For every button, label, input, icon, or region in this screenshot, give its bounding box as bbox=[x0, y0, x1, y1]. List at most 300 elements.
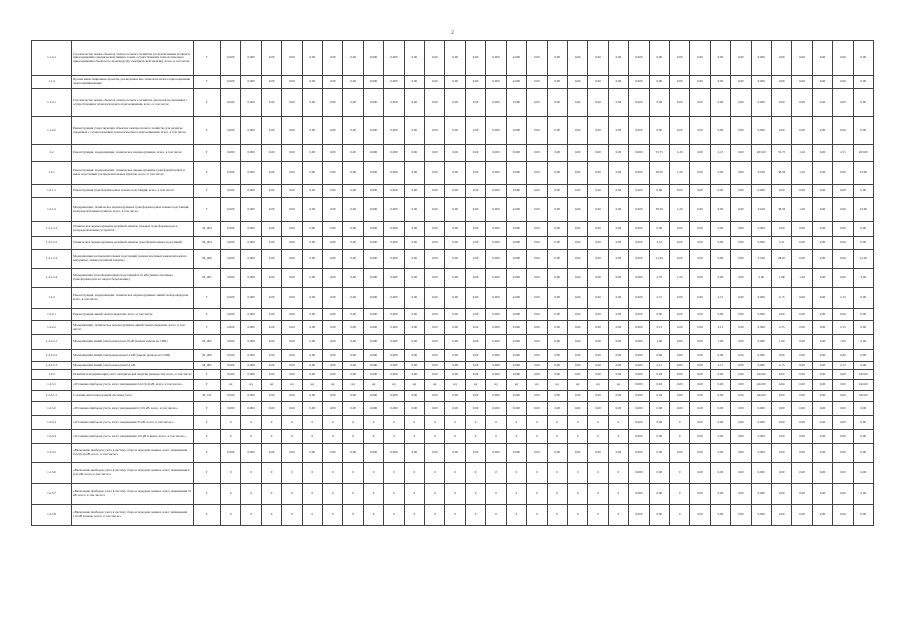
value-cell: 0,00 bbox=[567, 370, 587, 380]
value-cell: 0,000 bbox=[384, 76, 404, 89]
value-cell: 0 bbox=[282, 430, 302, 444]
value-cell: 0,00 bbox=[302, 335, 322, 350]
value-cell: 0,000 bbox=[629, 288, 649, 309]
value-cell: 55,75 bbox=[649, 145, 669, 162]
value-cell: 0,00 bbox=[771, 309, 791, 321]
value-cell: 0,00 bbox=[588, 89, 608, 117]
value-cell: 0,00 bbox=[527, 89, 547, 117]
value-cell: 1,00 bbox=[771, 335, 791, 350]
value-cell: 0,00 bbox=[343, 321, 363, 335]
value-cell: 0,00 bbox=[588, 362, 608, 370]
value-cell: 0 bbox=[445, 505, 465, 526]
value-cell: 0,00 bbox=[343, 269, 363, 288]
row-code: 1.2.1.2.2 bbox=[32, 237, 72, 250]
value-cell: 0 bbox=[506, 484, 526, 505]
value-cell: 0,00 bbox=[649, 505, 669, 526]
value-cell: 0,00 bbox=[465, 350, 485, 362]
value-cell: 0,00 bbox=[853, 350, 873, 362]
value-cell: 0,000 bbox=[221, 237, 241, 250]
value-cell: 0 bbox=[261, 463, 281, 484]
value-cell: 0,000 bbox=[506, 145, 526, 162]
value-cell: 0,000 bbox=[363, 335, 383, 350]
row-code: 1.2.3.1 bbox=[32, 380, 72, 391]
value-cell: нд bbox=[506, 380, 526, 391]
value-cell: 0,000 bbox=[241, 350, 261, 362]
value-cell: 0 bbox=[547, 416, 567, 430]
value-cell: 38,56 bbox=[649, 198, 669, 222]
value-cell: 0,00 bbox=[669, 185, 689, 198]
value-cell: 1,26 bbox=[792, 145, 812, 162]
value-cell: 0,00 bbox=[669, 250, 689, 269]
table-row bbox=[32, 335, 874, 350]
value-cell: 0 bbox=[221, 484, 241, 505]
value-cell: 0,00 bbox=[323, 76, 343, 89]
value-cell: 0,00 bbox=[710, 505, 730, 526]
value-cell: 0,00 bbox=[833, 162, 853, 185]
value-cell: 0,00 bbox=[282, 198, 302, 222]
value-cell: 0 bbox=[343, 430, 363, 444]
value-cell: 6,04 bbox=[649, 391, 669, 402]
value-cell: 0,00 bbox=[465, 145, 485, 162]
value-cell: 0,00 bbox=[853, 463, 873, 484]
value-cell: 0,000 bbox=[363, 288, 383, 309]
value-cell: 0,00 bbox=[547, 350, 567, 362]
value-cell: 0,000 bbox=[384, 321, 404, 335]
table-row bbox=[32, 430, 874, 444]
value-cell: 0,000 bbox=[506, 370, 526, 380]
value-cell: 0,00 bbox=[302, 444, 322, 463]
value-cell: 0,00 bbox=[527, 185, 547, 198]
value-cell: 0 bbox=[241, 463, 261, 484]
value-cell: 0,00 bbox=[343, 250, 363, 269]
value-cell: 0,000 bbox=[221, 309, 241, 321]
value-cell: 0,000 bbox=[384, 198, 404, 222]
value-cell: 0,00 bbox=[690, 430, 710, 444]
value-cell: 0,00 bbox=[282, 370, 302, 380]
value-cell: 0,00 bbox=[690, 402, 710, 416]
value-cell: 0,00 bbox=[343, 402, 363, 416]
value-cell: нд bbox=[404, 380, 424, 391]
value-cell: 0,00 bbox=[302, 222, 322, 237]
value-cell: 0 bbox=[425, 416, 445, 430]
value-cell: 0,000 bbox=[363, 370, 383, 380]
value-cell: 0,000 bbox=[221, 145, 241, 162]
value-cell: 0,00 bbox=[690, 309, 710, 321]
value-cell: 0 bbox=[282, 416, 302, 430]
row-name: «Включение приборов учета в систему сбора и передачи данных, класс напряжения 110 кВ и выше, всего, в том числе:» bbox=[72, 505, 194, 526]
value-cell: 0,000 bbox=[241, 222, 261, 237]
table-row bbox=[32, 198, 874, 222]
value-cell: 0 bbox=[404, 484, 424, 505]
row-identifier: M_009 bbox=[194, 350, 221, 362]
value-cell: 0 bbox=[588, 463, 608, 484]
table-row bbox=[32, 321, 874, 335]
value-cell: 0,000 bbox=[751, 402, 771, 416]
value-cell: 0,00 bbox=[404, 198, 424, 222]
value-cell: 0,00 bbox=[731, 145, 751, 162]
row-name: «Включение приборов учета в систему сбора и передачи данных, класс напряжения 35 кВ, всего, в том числе:» bbox=[72, 484, 194, 505]
value-cell: 0,00 bbox=[588, 198, 608, 222]
value-cell: 0,00 bbox=[588, 444, 608, 463]
value-cell: 0,00 bbox=[302, 162, 322, 185]
value-cell: 6,04 bbox=[771, 370, 791, 380]
value-cell: 0,00 bbox=[404, 370, 424, 380]
value-cell: 0,00 bbox=[445, 250, 465, 269]
value-cell: 0,000 bbox=[629, 269, 649, 288]
table-row bbox=[32, 391, 874, 402]
value-cell: 0,00 bbox=[792, 402, 812, 416]
value-cell: 0,000 bbox=[486, 350, 506, 362]
value-cell: 0,00 bbox=[792, 362, 812, 370]
value-cell: 0,00 bbox=[608, 370, 628, 380]
value-cell: 0,00 bbox=[261, 117, 281, 145]
value-cell: 0,00 bbox=[527, 222, 547, 237]
value-cell: 0,000 bbox=[486, 362, 506, 370]
row-identifier: M_005 bbox=[194, 335, 221, 350]
row-identifier: M_011 bbox=[194, 391, 221, 402]
value-cell: 0,000 bbox=[221, 185, 241, 198]
value-cell: 0,00 bbox=[833, 370, 853, 380]
value-cell: 2,00 bbox=[853, 269, 873, 288]
value-cell: 0,00 bbox=[465, 321, 485, 335]
value-cell: 0,000 bbox=[241, 402, 261, 416]
value-cell: 0,000 bbox=[486, 402, 506, 416]
value-cell: 0,00 bbox=[567, 402, 587, 416]
row-code: 1.1.4.2 bbox=[32, 117, 72, 145]
value-cell: 0,000 bbox=[363, 41, 383, 76]
row-name: Модернизация, техническое перевооружение линий электропередачи, всего, в том числе: bbox=[72, 321, 194, 335]
value-cell: 0,00 bbox=[425, 222, 445, 237]
value-cell: 0,000 bbox=[221, 350, 241, 362]
row-name: «Установка приборов учета, класс напряжения 35 кВ, всего, в том числе:» bbox=[72, 416, 194, 430]
value-cell: 0 bbox=[486, 505, 506, 526]
value-cell: 0 bbox=[669, 505, 689, 526]
value-cell: 0,00 bbox=[710, 370, 730, 380]
value-cell: 0,00 bbox=[445, 321, 465, 335]
value-cell: 0 bbox=[547, 430, 567, 444]
row-name: Строительство новых объектов электросетевого хозяйства (за исключением вставок и присоединений электрической линии к зонам, осуществлением технологического присоединения объектов по производству электрической энергии), всего, в том числе: bbox=[72, 41, 194, 76]
value-cell: 0,00 bbox=[833, 402, 853, 416]
value-cell: 0,00 bbox=[567, 162, 587, 185]
value-cell: 23,00 bbox=[853, 162, 873, 185]
row-identifier: Г bbox=[194, 444, 221, 463]
value-cell: нд bbox=[486, 380, 506, 391]
value-cell: 0,000 bbox=[751, 237, 771, 250]
value-cell: 0,00 bbox=[833, 484, 853, 505]
value-cell: 0,000 bbox=[629, 416, 649, 430]
value-cell: 0,000 bbox=[363, 391, 383, 402]
value-cell: 0,00 bbox=[833, 185, 853, 198]
value-cell: 0,00 bbox=[445, 185, 465, 198]
value-cell: 0,00 bbox=[527, 444, 547, 463]
value-cell: 0,00 bbox=[812, 89, 832, 117]
value-cell: 0,000 bbox=[506, 269, 526, 288]
value-cell: 0,00 bbox=[343, 198, 363, 222]
value-cell: 0,00 bbox=[690, 444, 710, 463]
value-cell: 242,00 bbox=[853, 370, 873, 380]
value-cell: 0,00 bbox=[853, 309, 873, 321]
value-cell: 0,00 bbox=[302, 41, 322, 76]
value-cell: 6,04 bbox=[649, 380, 669, 391]
value-cell: 0,00 bbox=[608, 350, 628, 362]
value-cell: 0 bbox=[261, 505, 281, 526]
row-name: Реконструкция, модернизация, техническое перевооружение трансформаторных и иных подстанций, распределительных пунктов, всего, в том числе: bbox=[72, 162, 194, 185]
value-cell: 0,00 bbox=[833, 416, 853, 430]
value-cell: 0 bbox=[588, 416, 608, 430]
value-cell: 0,000 bbox=[221, 250, 241, 269]
value-cell: 0 bbox=[527, 416, 547, 430]
value-cell: 0,00 bbox=[710, 416, 730, 430]
value-cell: 0,00 bbox=[404, 350, 424, 362]
value-cell: 0,000 bbox=[629, 250, 649, 269]
value-cell: 0,00 bbox=[812, 185, 832, 198]
value-cell: 0,00 bbox=[792, 309, 812, 321]
value-cell: 0 bbox=[363, 463, 383, 484]
value-cell: 0 bbox=[669, 484, 689, 505]
row-code: 1.2.3.8 bbox=[32, 505, 72, 526]
value-cell: 0,00 bbox=[731, 222, 751, 237]
value-cell: 0,00 bbox=[567, 117, 587, 145]
row-name: Модернизация распределительных подстанций (замена масляных выключателей на вакуумные, замена релейной защиты) bbox=[72, 250, 194, 269]
value-cell: 0,000 bbox=[363, 402, 383, 416]
value-cell: 0,00 bbox=[608, 198, 628, 222]
value-cell: 0,00 bbox=[282, 237, 302, 250]
value-cell: 0,00 bbox=[445, 362, 465, 370]
value-cell: 0,00 bbox=[792, 321, 812, 335]
row-identifier: Г bbox=[194, 185, 221, 198]
value-cell: 0,00 bbox=[445, 145, 465, 162]
table-row bbox=[32, 162, 874, 185]
value-cell: 0,00 bbox=[669, 237, 689, 250]
investment-program-table bbox=[31, 40, 874, 526]
value-cell: 0,00 bbox=[567, 288, 587, 309]
value-cell: 0,00 bbox=[465, 309, 485, 321]
value-cell: 0 bbox=[384, 484, 404, 505]
value-cell: 0,00 bbox=[404, 185, 424, 198]
value-cell: 0,00 bbox=[812, 41, 832, 76]
value-cell: 0,00 bbox=[445, 198, 465, 222]
value-cell: 0,000 bbox=[629, 370, 649, 380]
value-cell: 0,000 bbox=[241, 41, 261, 76]
row-identifier: Г bbox=[194, 484, 221, 505]
value-cell: 0,00 bbox=[343, 288, 363, 309]
value-cell: 0,00 bbox=[404, 76, 424, 89]
value-cell: 0,00 bbox=[792, 370, 812, 380]
value-cell: 0,00 bbox=[669, 335, 689, 350]
value-cell: 0,000 bbox=[629, 76, 649, 89]
value-cell: 0,00 bbox=[547, 321, 567, 335]
table-row bbox=[32, 269, 874, 288]
value-cell: 2,15 bbox=[833, 145, 853, 162]
value-cell: 0,00 bbox=[527, 350, 547, 362]
value-cell: 0,00 bbox=[833, 391, 853, 402]
value-cell: 0,00 bbox=[425, 402, 445, 416]
value-cell: 0,000 bbox=[751, 463, 771, 484]
value-cell: 0,00 bbox=[731, 416, 751, 430]
value-cell: 0,00 bbox=[710, 41, 730, 76]
value-cell: 0,000 bbox=[384, 89, 404, 117]
value-cell: нд bbox=[302, 380, 322, 391]
value-cell: 0,000 bbox=[506, 222, 526, 237]
value-cell: 0,00 bbox=[731, 505, 751, 526]
value-cell: 0,000 bbox=[629, 41, 649, 76]
value-cell: 0,00 bbox=[547, 391, 567, 402]
value-cell: 0 bbox=[527, 463, 547, 484]
value-cell: 0,000 bbox=[221, 288, 241, 309]
value-cell: 0,00 bbox=[771, 117, 791, 145]
row-identifier: Г bbox=[194, 41, 221, 76]
value-cell: 2,15 bbox=[710, 362, 730, 370]
value-cell: 0,00 bbox=[261, 145, 281, 162]
value-cell: 0,00 bbox=[792, 288, 812, 309]
value-cell: 0,000 bbox=[506, 362, 526, 370]
table-row bbox=[32, 444, 874, 463]
value-cell: 0,00 bbox=[302, 309, 322, 321]
value-cell: 0,00 bbox=[690, 335, 710, 350]
value-cell: 0,00 bbox=[465, 117, 485, 145]
value-cell: 0,00 bbox=[649, 41, 669, 76]
value-cell: 0 bbox=[425, 505, 445, 526]
value-cell: 0,00 bbox=[404, 145, 424, 162]
value-cell: 0,000 bbox=[384, 222, 404, 237]
value-cell: 0,000 bbox=[629, 484, 649, 505]
value-cell: 0,00 bbox=[527, 370, 547, 380]
value-cell: 2,15 bbox=[771, 321, 791, 335]
value-cell: 0,000 bbox=[751, 430, 771, 444]
value-cell: 0,00 bbox=[792, 391, 812, 402]
value-cell: 0,00 bbox=[343, 162, 363, 185]
value-cell: нд bbox=[323, 380, 343, 391]
value-cell: 0,00 bbox=[547, 362, 567, 370]
value-cell: 0,000 bbox=[486, 41, 506, 76]
value-cell: 0,00 bbox=[792, 222, 812, 237]
value-cell: 0,00 bbox=[547, 370, 567, 380]
value-cell: 0,000 bbox=[751, 185, 771, 198]
value-cell: 0 bbox=[323, 505, 343, 526]
value-cell: 0,000 bbox=[486, 250, 506, 269]
value-cell: 0,000 bbox=[751, 416, 771, 430]
value-cell: 0,00 bbox=[445, 162, 465, 185]
table-row bbox=[32, 222, 874, 237]
table-row bbox=[32, 309, 874, 321]
value-cell: 0,000 bbox=[363, 250, 383, 269]
value-cell: 0,00 bbox=[588, 321, 608, 335]
value-cell: 0,000 bbox=[241, 444, 261, 463]
row-code: 1.2.3.1.1 bbox=[32, 391, 72, 402]
row-identifier: Г bbox=[194, 380, 221, 391]
value-cell: нд bbox=[363, 380, 383, 391]
value-cell: 0 bbox=[343, 463, 363, 484]
value-cell: 0,000 bbox=[241, 237, 261, 250]
value-cell: 0,00 bbox=[710, 162, 730, 185]
value-cell: 0,000 bbox=[241, 321, 261, 335]
value-cell: 0,00 bbox=[812, 505, 832, 526]
value-cell: 0,00 bbox=[833, 505, 853, 526]
row-identifier: M_005 bbox=[194, 362, 221, 370]
value-cell: 0,00 bbox=[282, 89, 302, 117]
row-code: 1.2.2.2.3 bbox=[32, 362, 72, 370]
row-identifier: Г bbox=[194, 198, 221, 222]
value-cell: 23,00 bbox=[853, 198, 873, 222]
value-cell: 0,00 bbox=[690, 370, 710, 380]
value-cell: 0,00 bbox=[588, 250, 608, 269]
value-cell: 0,00 bbox=[649, 117, 669, 145]
value-cell: 0 bbox=[527, 484, 547, 505]
value-cell: 0,00 bbox=[343, 237, 363, 250]
value-cell: 0,00 bbox=[323, 309, 343, 321]
value-cell: 0,00 bbox=[833, 430, 853, 444]
value-cell: 0,00 bbox=[343, 335, 363, 350]
value-cell: 2,15 bbox=[833, 321, 853, 335]
value-cell: 0,00 bbox=[792, 416, 812, 430]
value-cell: 0,00 bbox=[547, 145, 567, 162]
value-cell: 0,00 bbox=[323, 362, 343, 370]
value-cell: 0,00 bbox=[425, 335, 445, 350]
value-cell: 0,00 bbox=[710, 198, 730, 222]
value-cell: 0,00 bbox=[425, 269, 445, 288]
value-cell: 0 bbox=[588, 430, 608, 444]
value-cell: 0,00 bbox=[465, 288, 485, 309]
value-cell: 0,00 bbox=[261, 162, 281, 185]
value-cell: 0,00 bbox=[465, 185, 485, 198]
value-cell: 0,000 bbox=[751, 335, 771, 350]
value-cell: 0,00 bbox=[710, 444, 730, 463]
value-cell: 0,00 bbox=[527, 391, 547, 402]
value-cell: 0,000 bbox=[751, 288, 771, 309]
value-cell: 0 bbox=[608, 484, 628, 505]
value-cell: 0,00 bbox=[261, 391, 281, 402]
value-cell: 0,00 bbox=[710, 380, 730, 391]
value-cell: 0,000 bbox=[506, 335, 526, 350]
value-cell: 0,00 bbox=[425, 321, 445, 335]
row-name: Модернизация линий электропередачи 0,4 кВ (замена провода на СИП) bbox=[72, 350, 194, 362]
value-cell: 0,00 bbox=[812, 391, 832, 402]
value-cell: 0,00 bbox=[445, 391, 465, 402]
value-cell: 0,00 bbox=[261, 444, 281, 463]
row-name: «Установка приборов учета, класс напряжения 110 кВ и выше, всего, в том числе:» bbox=[72, 430, 194, 444]
value-cell: 0,00 bbox=[588, 117, 608, 145]
value-cell: 6,04 bbox=[771, 380, 791, 391]
value-cell: 242,00 bbox=[853, 391, 873, 402]
value-cell: 0,00 bbox=[792, 484, 812, 505]
value-cell: 0,00 bbox=[669, 444, 689, 463]
row-code: 1.2.3.7 bbox=[32, 484, 72, 505]
value-cell: 0,00 bbox=[445, 222, 465, 237]
value-cell: 0,00 bbox=[343, 185, 363, 198]
value-cell: 0,00 bbox=[404, 117, 424, 145]
value-cell: 0,00 bbox=[567, 335, 587, 350]
value-cell: 0,00 bbox=[669, 309, 689, 321]
value-cell: 0,000 bbox=[241, 250, 261, 269]
value-cell: 0 bbox=[608, 505, 628, 526]
value-cell: 0,00 bbox=[343, 370, 363, 380]
value-cell: 0,00 bbox=[710, 250, 730, 269]
value-cell: 0 bbox=[241, 430, 261, 444]
value-cell: 6,04 bbox=[771, 391, 791, 402]
value-cell: 0,00 bbox=[812, 321, 832, 335]
value-cell: 0,00 bbox=[445, 117, 465, 145]
value-cell: 0,00 bbox=[833, 76, 853, 89]
value-cell: 1,00 bbox=[833, 335, 853, 350]
value-cell: 0,00 bbox=[608, 222, 628, 237]
value-cell: 0,000 bbox=[221, 41, 241, 76]
value-cell: 0,00 bbox=[588, 145, 608, 162]
value-cell: 0,00 bbox=[425, 250, 445, 269]
value-cell: 0,00 bbox=[547, 185, 567, 198]
value-cell: 21,00 bbox=[751, 250, 771, 269]
value-cell: 0,000 bbox=[221, 269, 241, 288]
value-cell: 0,000 bbox=[751, 76, 771, 89]
